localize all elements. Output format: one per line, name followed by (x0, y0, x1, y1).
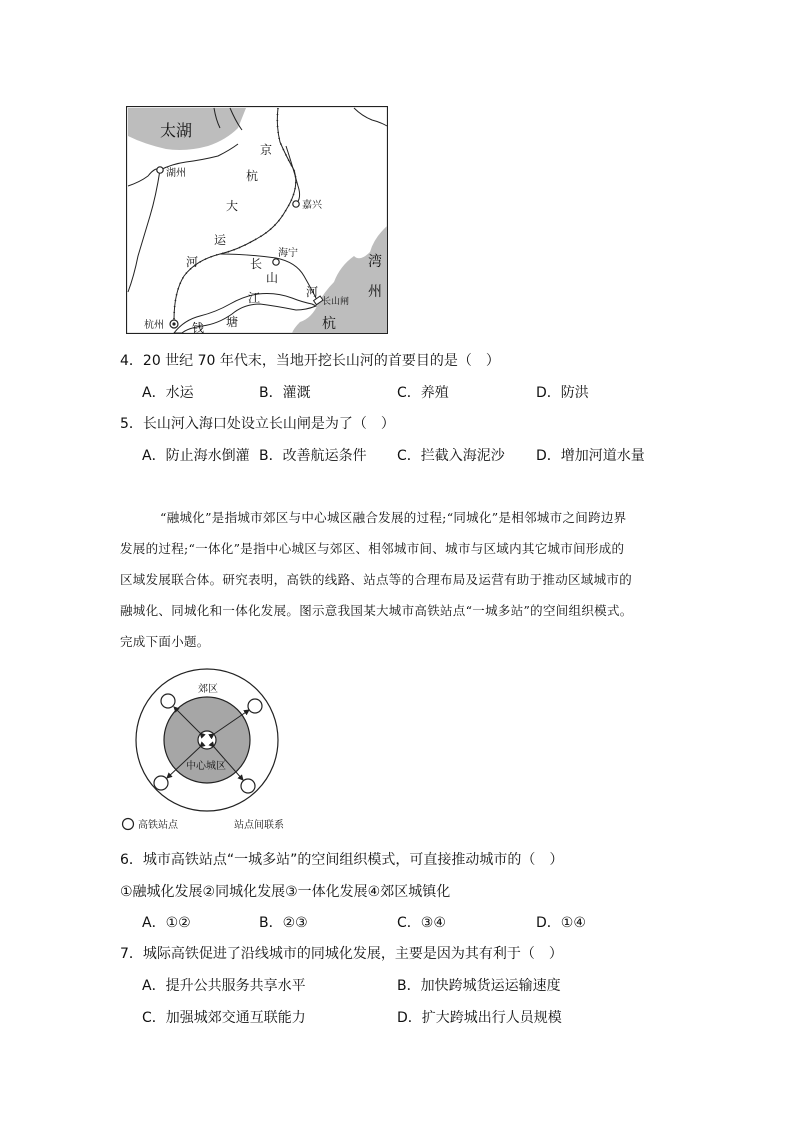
q7-option-a[interactable]: A．提升公共服务共享水平 (142, 978, 306, 994)
passage-line-4: 融城化、同城化和一体化发展。图示意我国某大城市高铁站点“一城多站”的空间组织模式。 (120, 603, 633, 618)
one-city-multi-station-diagram (118, 668, 318, 836)
changshan-label-1: 长 (250, 257, 263, 271)
passage-line-5: 完成下面小题。 (120, 634, 210, 649)
huzhou-label: 湖州 (166, 168, 186, 179)
qiantang-label-1: 钱 (192, 321, 205, 334)
q4-option-c[interactable]: C．养殖 (397, 385, 449, 401)
q6-option-d[interactable]: D．①④ (536, 915, 586, 931)
changshan-label-3: 河 (306, 285, 319, 299)
legend-station-icon (123, 819, 134, 830)
q4-option-a[interactable]: A．水运 (142, 385, 194, 401)
wan-label: 湾 (368, 254, 382, 270)
qiantang-label-3: 江 (248, 291, 261, 305)
q7-option-c[interactable]: C．加强城郊交通互联能力 (142, 1010, 306, 1026)
q5-option-d[interactable]: D．增加河道水量 (536, 448, 645, 464)
q4-stem: 4．20 世纪 70 年代末，当地开挖长山河的首要目的是（ ） (120, 353, 500, 369)
zhou-label: 州 (368, 284, 382, 300)
taihu-label: 太湖 (160, 121, 193, 140)
station-nw (161, 694, 175, 708)
haining-marker (273, 259, 279, 265)
q5-option-a[interactable]: A．防止海水倒灌 (142, 448, 250, 464)
canal-label-2: 杭 (246, 169, 259, 183)
changshanzha-label: 长山闸 (322, 297, 350, 307)
passage-line-1: “融城化”是指城市郊区与中心城区融合发展的过程;“同城化”是相邻城市之间跨边界 (160, 510, 627, 525)
canal-map (126, 106, 388, 334)
q6-option-a[interactable]: A．①② (142, 915, 191, 931)
station-ne (248, 699, 262, 713)
jiaxing-marker (293, 201, 299, 207)
q4-option-b[interactable]: B．灌溉 (259, 385, 311, 401)
passage-line-3: 区域发展联合体。研究表明，高铁的线路、站点等的合理布局及运营有助于推动区域城市的 (120, 572, 633, 587)
suburb-label: 郊区 (198, 684, 218, 695)
canal-label-1: 京 (260, 143, 273, 157)
canal-label-5: 河 (186, 255, 199, 269)
station-se (241, 779, 255, 793)
legend-station-label: 高铁站点 (138, 820, 178, 831)
q5-option-b[interactable]: B．改善航运条件 (259, 448, 367, 464)
q6-option-c[interactable]: C．③④ (397, 915, 446, 931)
q6-stem: 6．城市高铁站点“一城多站”的空间组织模式，可直接推动城市的（ ） (120, 852, 564, 868)
hangzhou-label: 杭州 (144, 320, 164, 331)
central-station (198, 731, 216, 749)
q7-option-d[interactable]: D．扩大跨城出行人员规模 (397, 1010, 562, 1026)
center-label: 中心城区 (186, 761, 226, 772)
hang-label: 杭 (322, 316, 336, 332)
q6-option-b[interactable]: B．②③ (259, 915, 308, 931)
q7-stem: 7．城际高铁促进了沿线城市的同城化发展，主要是因为其有利于（ ） (120, 946, 563, 962)
canal-label-3: 大 (226, 199, 239, 213)
station-sw (154, 776, 168, 790)
q6-items: ①融城化发展②同城化发展③一体化发展④郊区城镇化 (120, 884, 451, 900)
legend-link-label: 站点间联系 (234, 820, 284, 831)
q5-stem: 5．长山河入海口处设立长山闸是为了（ ） (120, 416, 395, 432)
jiaxing-label: 嘉兴 (302, 200, 322, 211)
canal-label-4: 运 (214, 233, 227, 247)
haining-label: 海宁 (278, 248, 298, 259)
q4-option-d[interactable]: D．防洪 (536, 385, 589, 401)
q7-option-b[interactable]: B．加快跨城货运运输速度 (397, 978, 561, 994)
q5-option-c[interactable]: C．拦截入海泥沙 (397, 448, 505, 464)
changshan-label-2: 山 (266, 271, 279, 285)
huzhou-marker (157, 167, 163, 173)
passage-line-2: 发展的过程;“一体化”是指中心城区与郊区、相邻城市间、城市与区域内其它城市间形成的 (120, 541, 625, 556)
qiantang-label-2: 塘 (226, 315, 239, 329)
